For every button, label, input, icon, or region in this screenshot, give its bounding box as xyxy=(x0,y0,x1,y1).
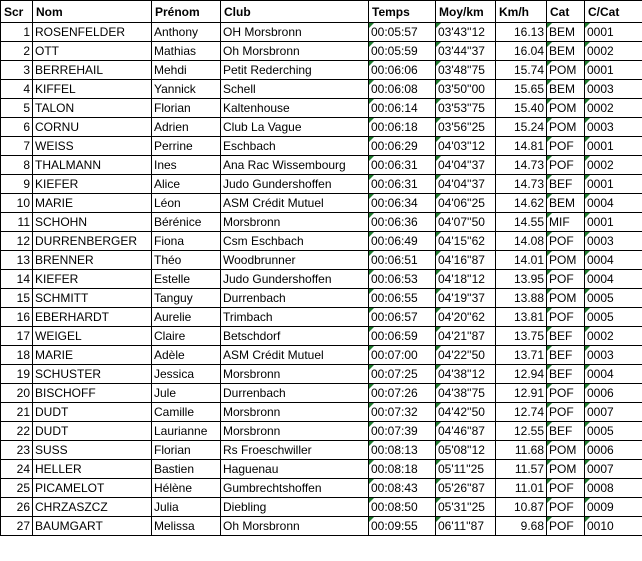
header-cat: Cat xyxy=(547,1,585,23)
cell-temps: 00:06:31 xyxy=(369,175,436,194)
cell-nom: DUDT xyxy=(33,422,152,441)
cell-cat: POF xyxy=(547,517,585,536)
cell-temps: 00:06:31 xyxy=(369,156,436,175)
table-row xyxy=(1,194,642,213)
cell-temps: 00:06:49 xyxy=(369,232,436,251)
cell-temps: 00:06:57 xyxy=(369,308,436,327)
cell-c-cat: 0001 xyxy=(585,213,642,232)
cell-kmh: 15.65 xyxy=(496,80,547,99)
cell-c-cat: 0007 xyxy=(585,460,642,479)
cell-club: Judo Gundershoffen xyxy=(221,175,369,194)
cell-prenom: Théo xyxy=(152,251,221,270)
cell-c-cat: 0003 xyxy=(585,346,642,365)
cell-prenom: Adrien xyxy=(152,118,221,137)
cell-kmh: 11.57 xyxy=(496,460,547,479)
cell-prenom: Perrine xyxy=(152,137,221,156)
cell-c-cat: 0004 xyxy=(585,365,642,384)
cell-kmh: 14.73 xyxy=(496,156,547,175)
header-prenom: Prénom xyxy=(152,1,221,23)
cell-c-cat: 0009 xyxy=(585,498,642,517)
table-row xyxy=(1,61,642,80)
table-row xyxy=(1,441,642,460)
cell-cat: POM xyxy=(547,289,585,308)
table-row xyxy=(1,118,642,137)
cell-temps: 00:05:57 xyxy=(369,23,436,42)
header-kmh: Km/h xyxy=(496,1,547,23)
cell-c-cat: 0001 xyxy=(585,61,642,80)
table-row xyxy=(1,479,642,498)
cell-kmh: 14.62 xyxy=(496,194,547,213)
cell-club: Ana Rac Wissembourg xyxy=(221,156,369,175)
cell-nom: THALMANN xyxy=(33,156,152,175)
table-row xyxy=(1,403,642,422)
cell-prenom: Hélène xyxy=(152,479,221,498)
table-row xyxy=(1,99,642,118)
cell-club: Petit Rederching xyxy=(221,61,369,80)
cell-nom: BRENNER xyxy=(33,251,152,270)
cell-club: ASM Crédit Mutuel xyxy=(221,346,369,365)
cell-club: ASM Crédit Mutuel xyxy=(221,194,369,213)
cell-scr: 9 xyxy=(1,175,33,194)
cell-cat: POM xyxy=(547,61,585,80)
cell-scr: 8 xyxy=(1,156,33,175)
header-moy-km: Moy/km xyxy=(436,1,496,23)
cell-temps: 00:06:51 xyxy=(369,251,436,270)
cell-club: Kaltenhouse xyxy=(221,99,369,118)
table-row xyxy=(1,232,642,251)
cell-club: Morsbronn xyxy=(221,403,369,422)
cell-scr: 6 xyxy=(1,118,33,137)
cell-scr: 3 xyxy=(1,61,33,80)
cell-nom: TALON xyxy=(33,99,152,118)
cell-prenom: Alice xyxy=(152,175,221,194)
cell-prenom: Anthony xyxy=(152,23,221,42)
cell-kmh: 11.01 xyxy=(496,479,547,498)
cell-moy-km: 04'19''37 xyxy=(436,289,496,308)
cell-cat: BEM xyxy=(547,80,585,99)
header-scr: Scr xyxy=(1,1,33,23)
cell-cat: POM xyxy=(547,251,585,270)
cell-temps: 00:06:34 xyxy=(369,194,436,213)
cell-moy-km: 04'18''12 xyxy=(436,270,496,289)
cell-prenom: Léon xyxy=(152,194,221,213)
cell-moy-km: 03'53''75 xyxy=(436,99,496,118)
cell-prenom: Claire xyxy=(152,327,221,346)
cell-temps: 00:06:18 xyxy=(369,118,436,137)
cell-moy-km: 04'16''87 xyxy=(436,251,496,270)
cell-temps: 00:08:13 xyxy=(369,441,436,460)
cell-cat: BEM xyxy=(547,42,585,61)
table-row xyxy=(1,289,642,308)
cell-moy-km: 05'26''87 xyxy=(436,479,496,498)
cell-kmh: 14.81 xyxy=(496,137,547,156)
cell-c-cat: 0006 xyxy=(585,441,642,460)
cell-prenom: Bastien xyxy=(152,460,221,479)
cell-c-cat: 0003 xyxy=(585,232,642,251)
cell-prenom: Adèle xyxy=(152,346,221,365)
cell-club: Oh Morsbronn xyxy=(221,517,369,536)
cell-moy-km: 04'21''87 xyxy=(436,327,496,346)
cell-kmh: 15.24 xyxy=(496,118,547,137)
cell-moy-km: 04'04''37 xyxy=(436,175,496,194)
cell-club: Betschdorf xyxy=(221,327,369,346)
cell-c-cat: 0006 xyxy=(585,384,642,403)
cell-cat: POM xyxy=(547,99,585,118)
cell-temps: 00:09:55 xyxy=(369,517,436,536)
cell-nom: KIEFER xyxy=(33,270,152,289)
table-row xyxy=(1,422,642,441)
cell-kmh: 12.55 xyxy=(496,422,547,441)
cell-scr: 4 xyxy=(1,80,33,99)
table-row xyxy=(1,23,642,42)
table-row xyxy=(1,251,642,270)
cell-scr: 16 xyxy=(1,308,33,327)
table-row xyxy=(1,460,642,479)
cell-club: Diebling xyxy=(221,498,369,517)
cell-nom: MARIE xyxy=(33,194,152,213)
cell-nom: BISCHOFF xyxy=(33,384,152,403)
cell-scr: 15 xyxy=(1,289,33,308)
cell-nom: HELLER xyxy=(33,460,152,479)
cell-nom: ROSENFELDER xyxy=(33,23,152,42)
cell-cat: BEF xyxy=(547,365,585,384)
cell-moy-km: 06'11''87 xyxy=(436,517,496,536)
cell-prenom: Jule xyxy=(152,384,221,403)
cell-c-cat: 0002 xyxy=(585,99,642,118)
cell-cat: MIF xyxy=(547,213,585,232)
cell-cat: POF xyxy=(547,498,585,517)
cell-prenom: Bérénice xyxy=(152,213,221,232)
cell-c-cat: 0001 xyxy=(585,175,642,194)
cell-prenom: Fiona xyxy=(152,232,221,251)
cell-cat: POM xyxy=(547,460,585,479)
cell-kmh: 14.01 xyxy=(496,251,547,270)
cell-club: Gumbrechtshoffen xyxy=(221,479,369,498)
cell-c-cat: 0003 xyxy=(585,118,642,137)
cell-c-cat: 0005 xyxy=(585,422,642,441)
cell-nom: DURRENBERGER xyxy=(33,232,152,251)
cell-moy-km: 05'08''12 xyxy=(436,441,496,460)
cell-club: Oh Morsbronn xyxy=(221,42,369,61)
cell-c-cat: 0001 xyxy=(585,23,642,42)
cell-moy-km: 03'56''25 xyxy=(436,118,496,137)
cell-scr: 23 xyxy=(1,441,33,460)
cell-scr: 17 xyxy=(1,327,33,346)
header-row xyxy=(1,1,642,23)
cell-temps: 00:06:06 xyxy=(369,61,436,80)
table-row xyxy=(1,42,642,61)
results-body xyxy=(1,23,642,536)
cell-cat: POF xyxy=(547,479,585,498)
cell-scr: 27 xyxy=(1,517,33,536)
cell-temps: 00:07:39 xyxy=(369,422,436,441)
cell-kmh: 13.71 xyxy=(496,346,547,365)
cell-scr: 25 xyxy=(1,479,33,498)
cell-scr: 7 xyxy=(1,137,33,156)
cell-nom: KIEFER xyxy=(33,175,152,194)
table-row xyxy=(1,80,642,99)
cell-prenom: Aurelie xyxy=(152,308,221,327)
cell-moy-km: 03'50''00 xyxy=(436,80,496,99)
cell-kmh: 14.08 xyxy=(496,232,547,251)
cell-cat: BEF xyxy=(547,422,585,441)
cell-prenom: Jessica xyxy=(152,365,221,384)
cell-kmh: 10.87 xyxy=(496,498,547,517)
cell-kmh: 15.74 xyxy=(496,61,547,80)
cell-kmh: 13.88 xyxy=(496,289,547,308)
cell-temps: 00:06:29 xyxy=(369,137,436,156)
cell-nom: CORNU xyxy=(33,118,152,137)
header-temps: Temps xyxy=(369,1,436,23)
cell-nom: PICAMELOT xyxy=(33,479,152,498)
cell-c-cat: 0010 xyxy=(585,517,642,536)
cell-kmh: 15.40 xyxy=(496,99,547,118)
cell-scr: 26 xyxy=(1,498,33,517)
table-row xyxy=(1,137,642,156)
header-c-cat: C/Cat xyxy=(585,1,642,23)
cell-temps: 00:06:55 xyxy=(369,289,436,308)
cell-c-cat: 0007 xyxy=(585,403,642,422)
cell-kmh: 14.73 xyxy=(496,175,547,194)
cell-kmh: 13.81 xyxy=(496,308,547,327)
cell-cat: POF xyxy=(547,403,585,422)
cell-scr: 5 xyxy=(1,99,33,118)
cell-prenom: Florian xyxy=(152,99,221,118)
cell-cat: POF xyxy=(547,308,585,327)
cell-kmh: 11.68 xyxy=(496,441,547,460)
cell-moy-km: 04'07''50 xyxy=(436,213,496,232)
cell-moy-km: 03'48''75 xyxy=(436,61,496,80)
cell-moy-km: 04'42''50 xyxy=(436,403,496,422)
cell-cat: POF xyxy=(547,270,585,289)
cell-club: Durrenbach xyxy=(221,289,369,308)
cell-scr: 24 xyxy=(1,460,33,479)
cell-kmh: 12.91 xyxy=(496,384,547,403)
cell-club: Trimbach xyxy=(221,308,369,327)
cell-club: Morsbronn xyxy=(221,213,369,232)
cell-club: Morsbronn xyxy=(221,422,369,441)
cell-cat: BEM xyxy=(547,23,585,42)
cell-c-cat: 0004 xyxy=(585,194,642,213)
cell-nom: MARIE xyxy=(33,346,152,365)
cell-moy-km: 04'38''75 xyxy=(436,384,496,403)
cell-prenom: Mathias xyxy=(152,42,221,61)
cell-scr: 19 xyxy=(1,365,33,384)
cell-temps: 00:06:14 xyxy=(369,99,436,118)
cell-scr: 12 xyxy=(1,232,33,251)
table-row xyxy=(1,175,642,194)
cell-prenom: Florian xyxy=(152,441,221,460)
cell-kmh: 12.74 xyxy=(496,403,547,422)
cell-cat: POF xyxy=(547,384,585,403)
cell-nom: DUDT xyxy=(33,403,152,422)
cell-nom: SCHUSTER xyxy=(33,365,152,384)
cell-c-cat: 0005 xyxy=(585,308,642,327)
cell-scr: 13 xyxy=(1,251,33,270)
cell-cat: POM xyxy=(547,441,585,460)
cell-temps: 00:07:00 xyxy=(369,346,436,365)
cell-temps: 00:08:18 xyxy=(369,460,436,479)
header-club: Club xyxy=(221,1,369,23)
cell-prenom: Camille xyxy=(152,403,221,422)
cell-nom: EBERHARDT xyxy=(33,308,152,327)
cell-nom: KIFFEL xyxy=(33,80,152,99)
cell-club: Rs Froeschwiller xyxy=(221,441,369,460)
cell-temps: 00:06:08 xyxy=(369,80,436,99)
cell-kmh: 9.68 xyxy=(496,517,547,536)
cell-moy-km: 04'46''87 xyxy=(436,422,496,441)
table-row xyxy=(1,156,642,175)
cell-temps: 00:05:59 xyxy=(369,42,436,61)
cell-club: Schell xyxy=(221,80,369,99)
cell-c-cat: 0005 xyxy=(585,289,642,308)
cell-club: Csm Eschbach xyxy=(221,232,369,251)
cell-kmh: 12.94 xyxy=(496,365,547,384)
cell-prenom: Yannick xyxy=(152,80,221,99)
cell-nom: CHRZASZCZ xyxy=(33,498,152,517)
cell-kmh: 16.13 xyxy=(496,23,547,42)
cell-temps: 00:06:53 xyxy=(369,270,436,289)
cell-kmh: 16.04 xyxy=(496,42,547,61)
cell-cat: BEF xyxy=(547,327,585,346)
cell-club: Eschbach xyxy=(221,137,369,156)
cell-scr: 2 xyxy=(1,42,33,61)
cell-club: OH Morsbronn xyxy=(221,23,369,42)
cell-temps: 00:07:25 xyxy=(369,365,436,384)
cell-prenom: Mehdi xyxy=(152,61,221,80)
table-row xyxy=(1,213,642,232)
header-nom: Nom xyxy=(33,1,152,23)
table-row xyxy=(1,308,642,327)
cell-kmh: 14.55 xyxy=(496,213,547,232)
cell-temps: 00:07:32 xyxy=(369,403,436,422)
cell-nom: BERREHAIL xyxy=(33,61,152,80)
cell-moy-km: 05'11''25 xyxy=(436,460,496,479)
cell-prenom: Melissa xyxy=(152,517,221,536)
table-row xyxy=(1,384,642,403)
cell-prenom: Julia xyxy=(152,498,221,517)
table-row xyxy=(1,327,642,346)
cell-c-cat: 0002 xyxy=(585,327,642,346)
cell-moy-km: 04'38''12 xyxy=(436,365,496,384)
cell-moy-km: 03'44''37 xyxy=(436,42,496,61)
cell-club: Durrenbach xyxy=(221,384,369,403)
cell-scr: 21 xyxy=(1,403,33,422)
cell-club: Club La Vague xyxy=(221,118,369,137)
cell-prenom: Estelle xyxy=(152,270,221,289)
cell-moy-km: 04'03''12 xyxy=(436,137,496,156)
cell-scr: 11 xyxy=(1,213,33,232)
cell-scr: 18 xyxy=(1,346,33,365)
cell-cat: POF xyxy=(547,232,585,251)
cell-nom: OTT xyxy=(33,42,152,61)
cell-cat: POF xyxy=(547,156,585,175)
table-row xyxy=(1,365,642,384)
cell-prenom: Tanguy xyxy=(152,289,221,308)
cell-moy-km: 05'31''25 xyxy=(436,498,496,517)
cell-prenom: Laurianne xyxy=(152,422,221,441)
cell-c-cat: 0002 xyxy=(585,156,642,175)
cell-c-cat: 0002 xyxy=(585,42,642,61)
cell-nom: BAUMGART xyxy=(33,517,152,536)
cell-moy-km: 04'20''62 xyxy=(436,308,496,327)
cell-nom: SUSS xyxy=(33,441,152,460)
cell-moy-km: 04'06''25 xyxy=(436,194,496,213)
cell-c-cat: 0004 xyxy=(585,270,642,289)
cell-scr: 10 xyxy=(1,194,33,213)
cell-nom: WEISS xyxy=(33,137,152,156)
cell-cat: POM xyxy=(547,118,585,137)
cell-c-cat: 0008 xyxy=(585,479,642,498)
cell-temps: 00:08:43 xyxy=(369,479,436,498)
table-row xyxy=(1,270,642,289)
table-row xyxy=(1,517,642,536)
cell-temps: 00:06:59 xyxy=(369,327,436,346)
cell-club: Morsbronn xyxy=(221,365,369,384)
cell-prenom: Ines xyxy=(152,156,221,175)
cell-kmh: 13.75 xyxy=(496,327,547,346)
cell-c-cat: 0001 xyxy=(585,137,642,156)
cell-scr: 22 xyxy=(1,422,33,441)
table-row xyxy=(1,346,642,365)
cell-cat: BEF xyxy=(547,346,585,365)
table-row xyxy=(1,498,642,517)
cell-moy-km: 04'04''37 xyxy=(436,156,496,175)
cell-c-cat: 0003 xyxy=(585,80,642,99)
cell-c-cat: 0004 xyxy=(585,251,642,270)
cell-cat: BEM xyxy=(547,194,585,213)
cell-nom: SCHMITT xyxy=(33,289,152,308)
cell-moy-km: 03'43''12 xyxy=(436,23,496,42)
cell-moy-km: 04'22''50 xyxy=(436,346,496,365)
cell-scr: 1 xyxy=(1,23,33,42)
cell-scr: 14 xyxy=(1,270,33,289)
cell-temps: 00:07:26 xyxy=(369,384,436,403)
cell-nom: SCHOHN xyxy=(33,213,152,232)
cell-nom: WEIGEL xyxy=(33,327,152,346)
cell-club: Haguenau xyxy=(221,460,369,479)
cell-kmh: 13.95 xyxy=(496,270,547,289)
cell-temps: 00:06:36 xyxy=(369,213,436,232)
cell-scr: 20 xyxy=(1,384,33,403)
cell-club: Woodbrunner xyxy=(221,251,369,270)
cell-temps: 00:08:50 xyxy=(369,498,436,517)
cell-cat: POF xyxy=(547,137,585,156)
cell-moy-km: 04'15''62 xyxy=(436,232,496,251)
cell-cat: BEF xyxy=(547,175,585,194)
cell-club: Judo Gundershoffen xyxy=(221,270,369,289)
